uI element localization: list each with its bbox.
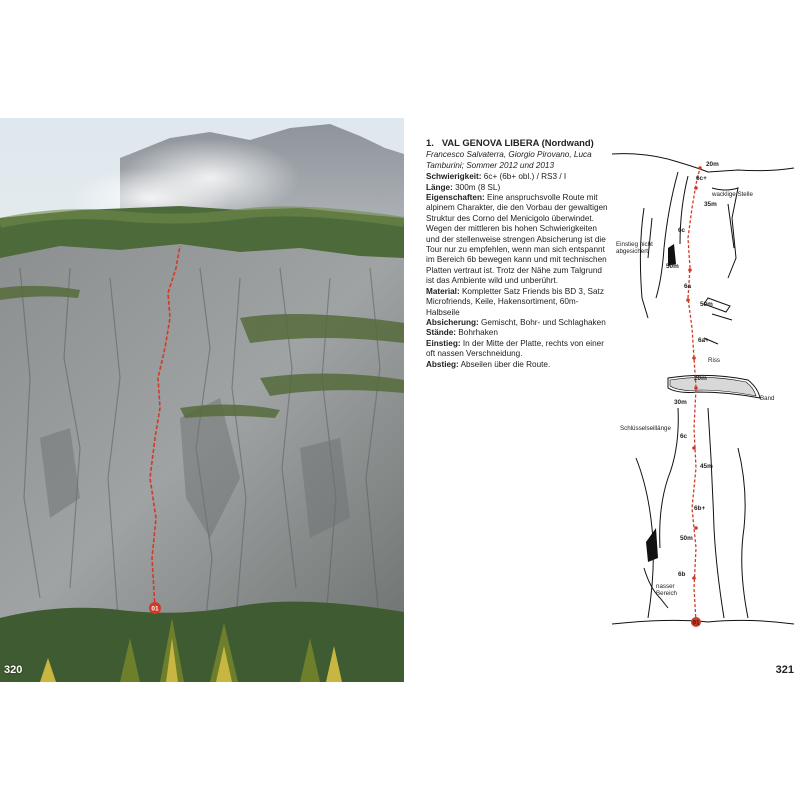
right-page — [404, 118, 800, 682]
rock-face-photo — [0, 118, 404, 682]
fact-characteristics: Eigenschaften: Eine anspruchsvolle Route mit alpinem Charakter, die den Vorbau der gewaltigen Struktur des Corno del Menicigolo überwindet. Wegen der mittleren bis hohen Schwierigkeiten und der stellenweise strengen Absicherung ist die Tour nur zu empfehlen, wenn man sich entspannt im Bereich 6b bewegen kann und mit technischen Platten vertraut ist. Trotz der Nähe zum Talgrund ist das Ambiente wild und unberührt. — [426, 193, 608, 286]
left-page-photo — [0, 118, 404, 682]
route-authors: Francesco Salvaterra, Giorgio Pirovano, Luca Tamburini; Sommer 2012 und 2013 — [426, 150, 592, 170]
fact-difficulty: Schwierigkeit: 6c+ (6b+ obl.) / RS3 / I — [426, 172, 567, 182]
route-title — [426, 138, 612, 148]
topo-annotation: Schlüsselseillänge — [620, 425, 671, 432]
topo-annotation: nasser Bereich — [656, 583, 677, 597]
pitch-label: 20m — [706, 161, 719, 168]
pitch-label: 6b — [678, 571, 686, 578]
pitch-label: 45m — [700, 463, 713, 470]
topo-start-label: 01 — [692, 619, 700, 627]
pitch-label: 50m — [680, 535, 693, 542]
topo-annotation: Band — [760, 395, 775, 402]
pitch-label: 6a — [684, 283, 692, 290]
page-number-left: 320 — [4, 664, 23, 676]
page-number-right: 321 — [775, 664, 794, 676]
fact-belays: Stände: Bohrhaken — [426, 328, 498, 338]
fact-material: Material: Kompletter Satz Friends bis BD 3, Satz Microfriends, Keile, Hakensortiment, 60m-Halbseile — [426, 286, 604, 317]
topo-annotation: Einstieg nicht abgesichert — [616, 241, 653, 255]
route-start-label: 01 — [151, 605, 159, 613]
book-spread — [0, 118, 800, 682]
route-name: VAL GENOVA LIBERA (Nordwand) — [441, 137, 594, 148]
route-description — [426, 138, 612, 370]
route-topo-diagram — [608, 148, 796, 648]
pitch-label: 6c+ — [696, 175, 707, 182]
topo-annotation: wacklige Stelle — [712, 191, 753, 198]
pitch-label: 6c — [680, 433, 688, 440]
pitch-label: 6c — [678, 227, 686, 234]
pitch-label: 20m — [694, 375, 707, 382]
pitch-label: 50m — [700, 301, 713, 308]
pitch-label: 6b+ — [694, 505, 706, 512]
route-number: 1. — [426, 137, 434, 148]
pitch-label: 35m — [704, 201, 717, 208]
topo-annotation: Riss — [708, 357, 721, 364]
pitch-label: 30m — [674, 399, 687, 406]
pitch-label: 50m — [666, 263, 679, 270]
fact-length: Länge: 300m (8 SL) — [426, 182, 501, 192]
fact-protection: Absicherung: Gemischt, Bohr- und Schlaghaken — [426, 317, 606, 327]
pitch-label: 6a+ — [698, 337, 709, 344]
fact-descent: Abstieg: Abseilen über die Route. — [426, 359, 551, 369]
fact-approach: Einstieg: In der Mitte der Platte, rechts von einer oft nassen Verschneidung. — [426, 338, 604, 359]
